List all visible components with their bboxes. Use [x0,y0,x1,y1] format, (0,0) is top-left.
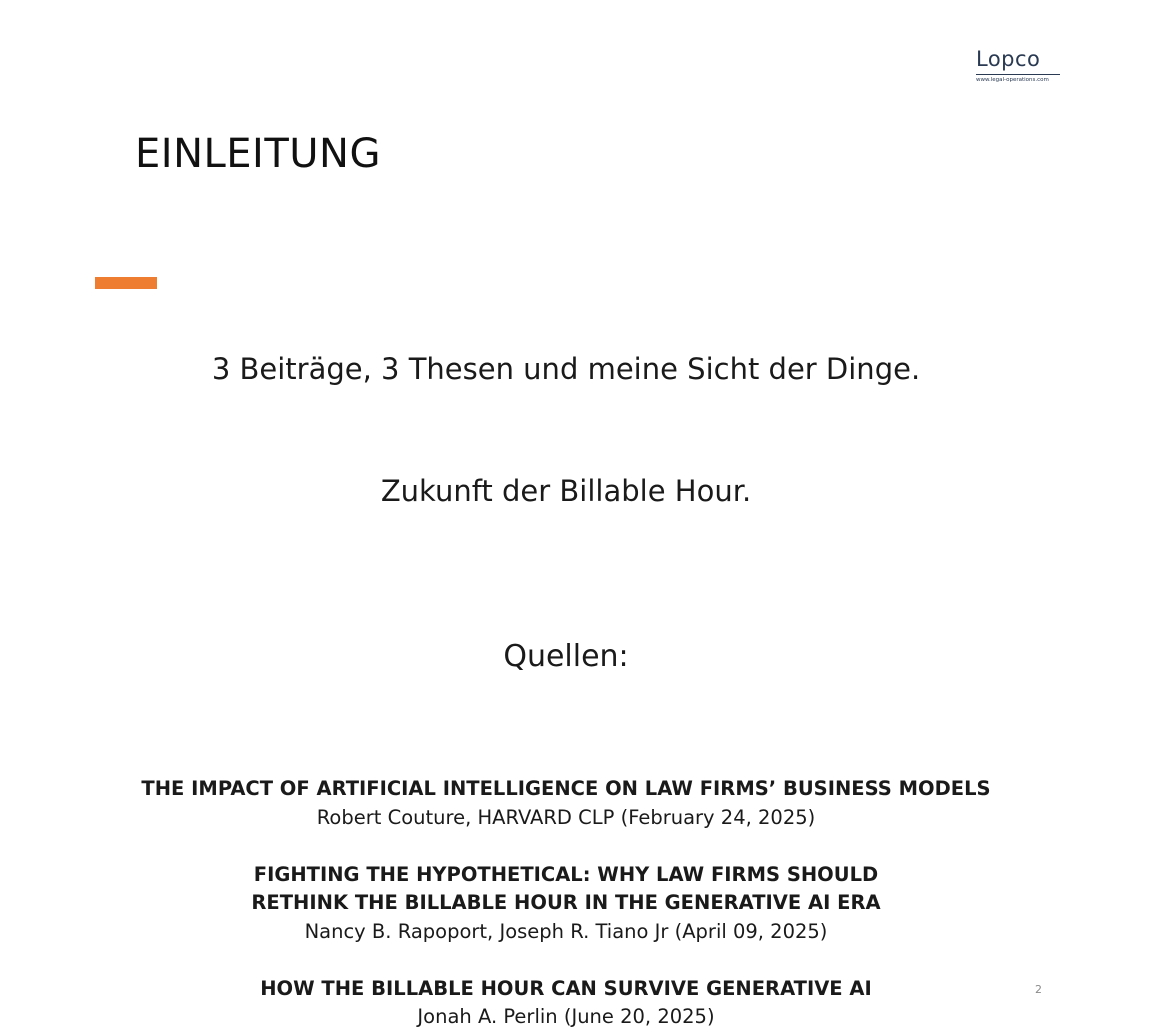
sources-heading: Quellen: [503,639,629,674]
source-2-title-line-2: RETHINK THE BILLABLE HOUR IN THE GENERATIVE AI ERA [251,891,881,914]
slide-title: EINLEITUNG [135,131,381,177]
source-1-author: Robert Couture, HARVARD CLP (February 24, 2025) [316,806,816,829]
source-2-author: Nancy B. Rapoport, Joseph R. Tiano Jr (April 09, 2025) [304,920,828,943]
logo-underline [976,74,1060,75]
logo-wordmark: Lopco [976,47,1041,71]
lead-text: 3 Beiträge, 3 Thesen und meine Sicht der Dinge. [211,352,921,386]
lopco-logo [973,47,1063,89]
source-2-title-line-1: FIGHTING THE HYPOTHETICAL: WHY LAW FIRMS SHOULD [253,863,879,886]
source-3-author: Jonah A. Perlin (June 20, 2025) [417,1005,715,1028]
page-number: 2 [1035,983,1042,996]
topic-text: Zukunft der Billable Hour. [380,474,752,508]
accent-bar [95,277,157,289]
source-1-title: THE IMPACT OF ARTIFICIAL INTELLIGENCE ON LAW FIRMS’ BUSINESS MODELS [141,777,991,800]
logo-url: www.legal-operations.com [976,77,1049,83]
source-3-title: HOW THE BILLABLE HOUR CAN SURVIVE GENERATIVE AI [260,977,872,1000]
